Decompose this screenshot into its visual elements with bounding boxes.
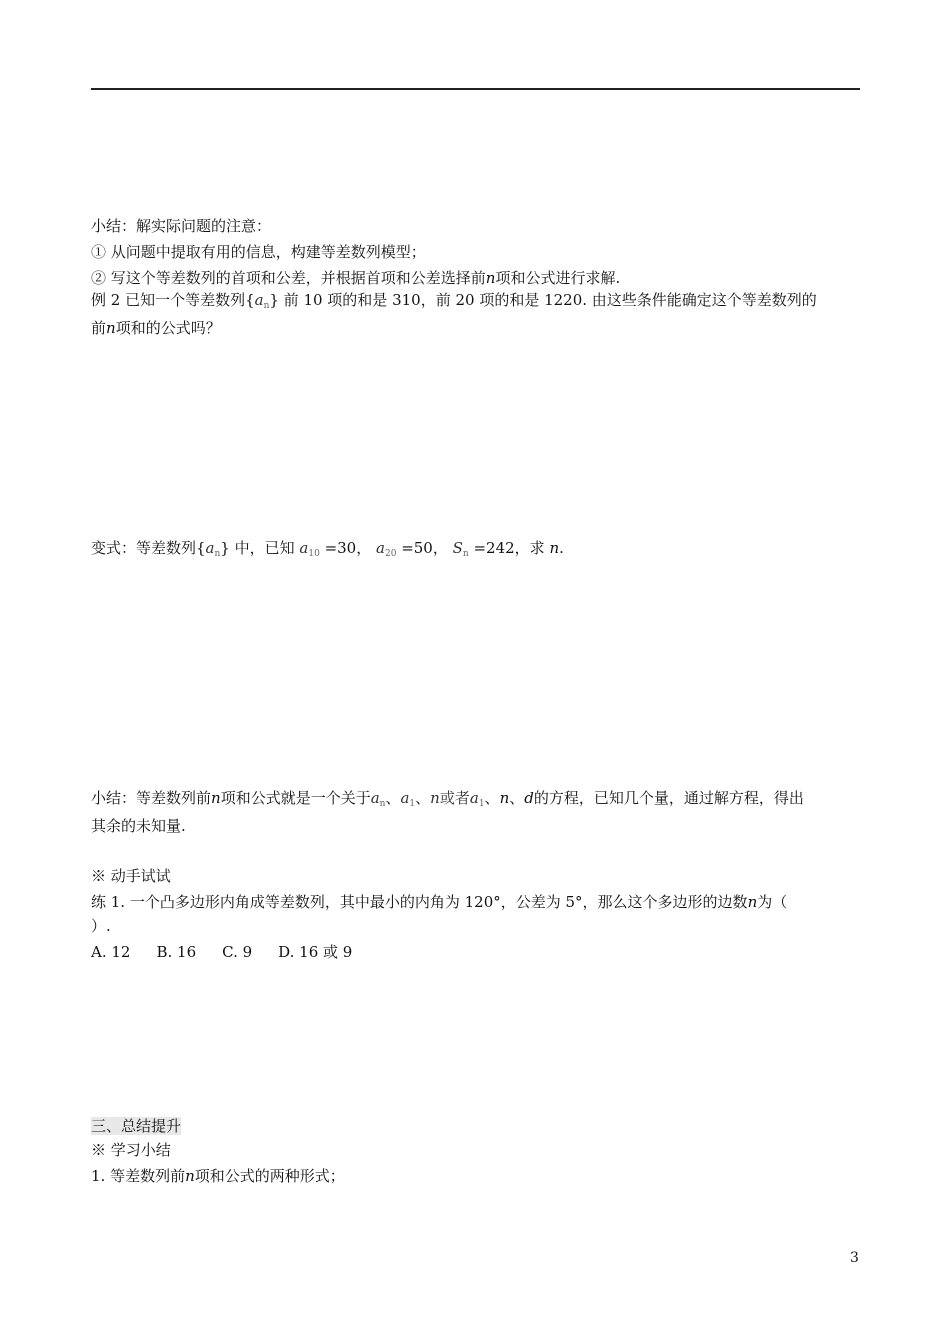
exercise-1-options [91, 942, 378, 962]
section-3-title: 三、总结提升 [91, 1117, 182, 1135]
summary-2-line-2: 其余的未知量. [91, 817, 186, 835]
section-3-subtitle: ※ 学习小结 [91, 1141, 171, 1159]
option-c: C. 9 [222, 943, 253, 961]
exercise-1-line-1: 练 1. 一个凸多边形内角成等差数列，其中最小的内角为 120°，公差为 5°，那么这个多边形的边数n为（ [91, 893, 788, 911]
example-2-line-1: 例 2 已知一个等差数列$\{a_n\}$ 前 10 项的和是 310，前 20 项的和是 1220. 由这些条件能确定这个等差数列的 [91, 291, 817, 311]
section-3-item-1: 1. 等差数列前n项和公式的两种形式； [91, 1167, 345, 1185]
header-rule [91, 88, 860, 90]
page-number: 3 [850, 1250, 859, 1266]
summary-item-2: ② 写这个等差数列的首项和公差，并根据首项和公差选择前n项和公式进行求解. [91, 269, 621, 287]
option-b: B. 16 [156, 943, 197, 961]
variant-problem: 变式：等差数列$\{a_n\}$ 中，已知 $a_{10} =30$， $a_{20} =50$， $S_n =242$，求 n. [91, 539, 564, 559]
exercise-1-line-2: ）. [91, 917, 111, 935]
option-a: A. 12 [91, 943, 131, 961]
try-section-title: ※ 动手试试 [91, 867, 171, 885]
option-d: D. 16 或 9 [278, 943, 353, 961]
example-2-line-2: 前n项和的公式吗？ [91, 319, 221, 337]
summary-2-line-1: 小结：等差数列前n项和公式就是一个关于$a_n$、$a_1$、n或者$a_1$、n、d的方程，已知几个量，通过解方程，得出 [91, 789, 804, 809]
summary-item-1: ① 从问题中提取有用的信息，构建等差数列模型； [91, 243, 426, 261]
summary-title: 小结：解实际问题的注意： [91, 217, 272, 235]
